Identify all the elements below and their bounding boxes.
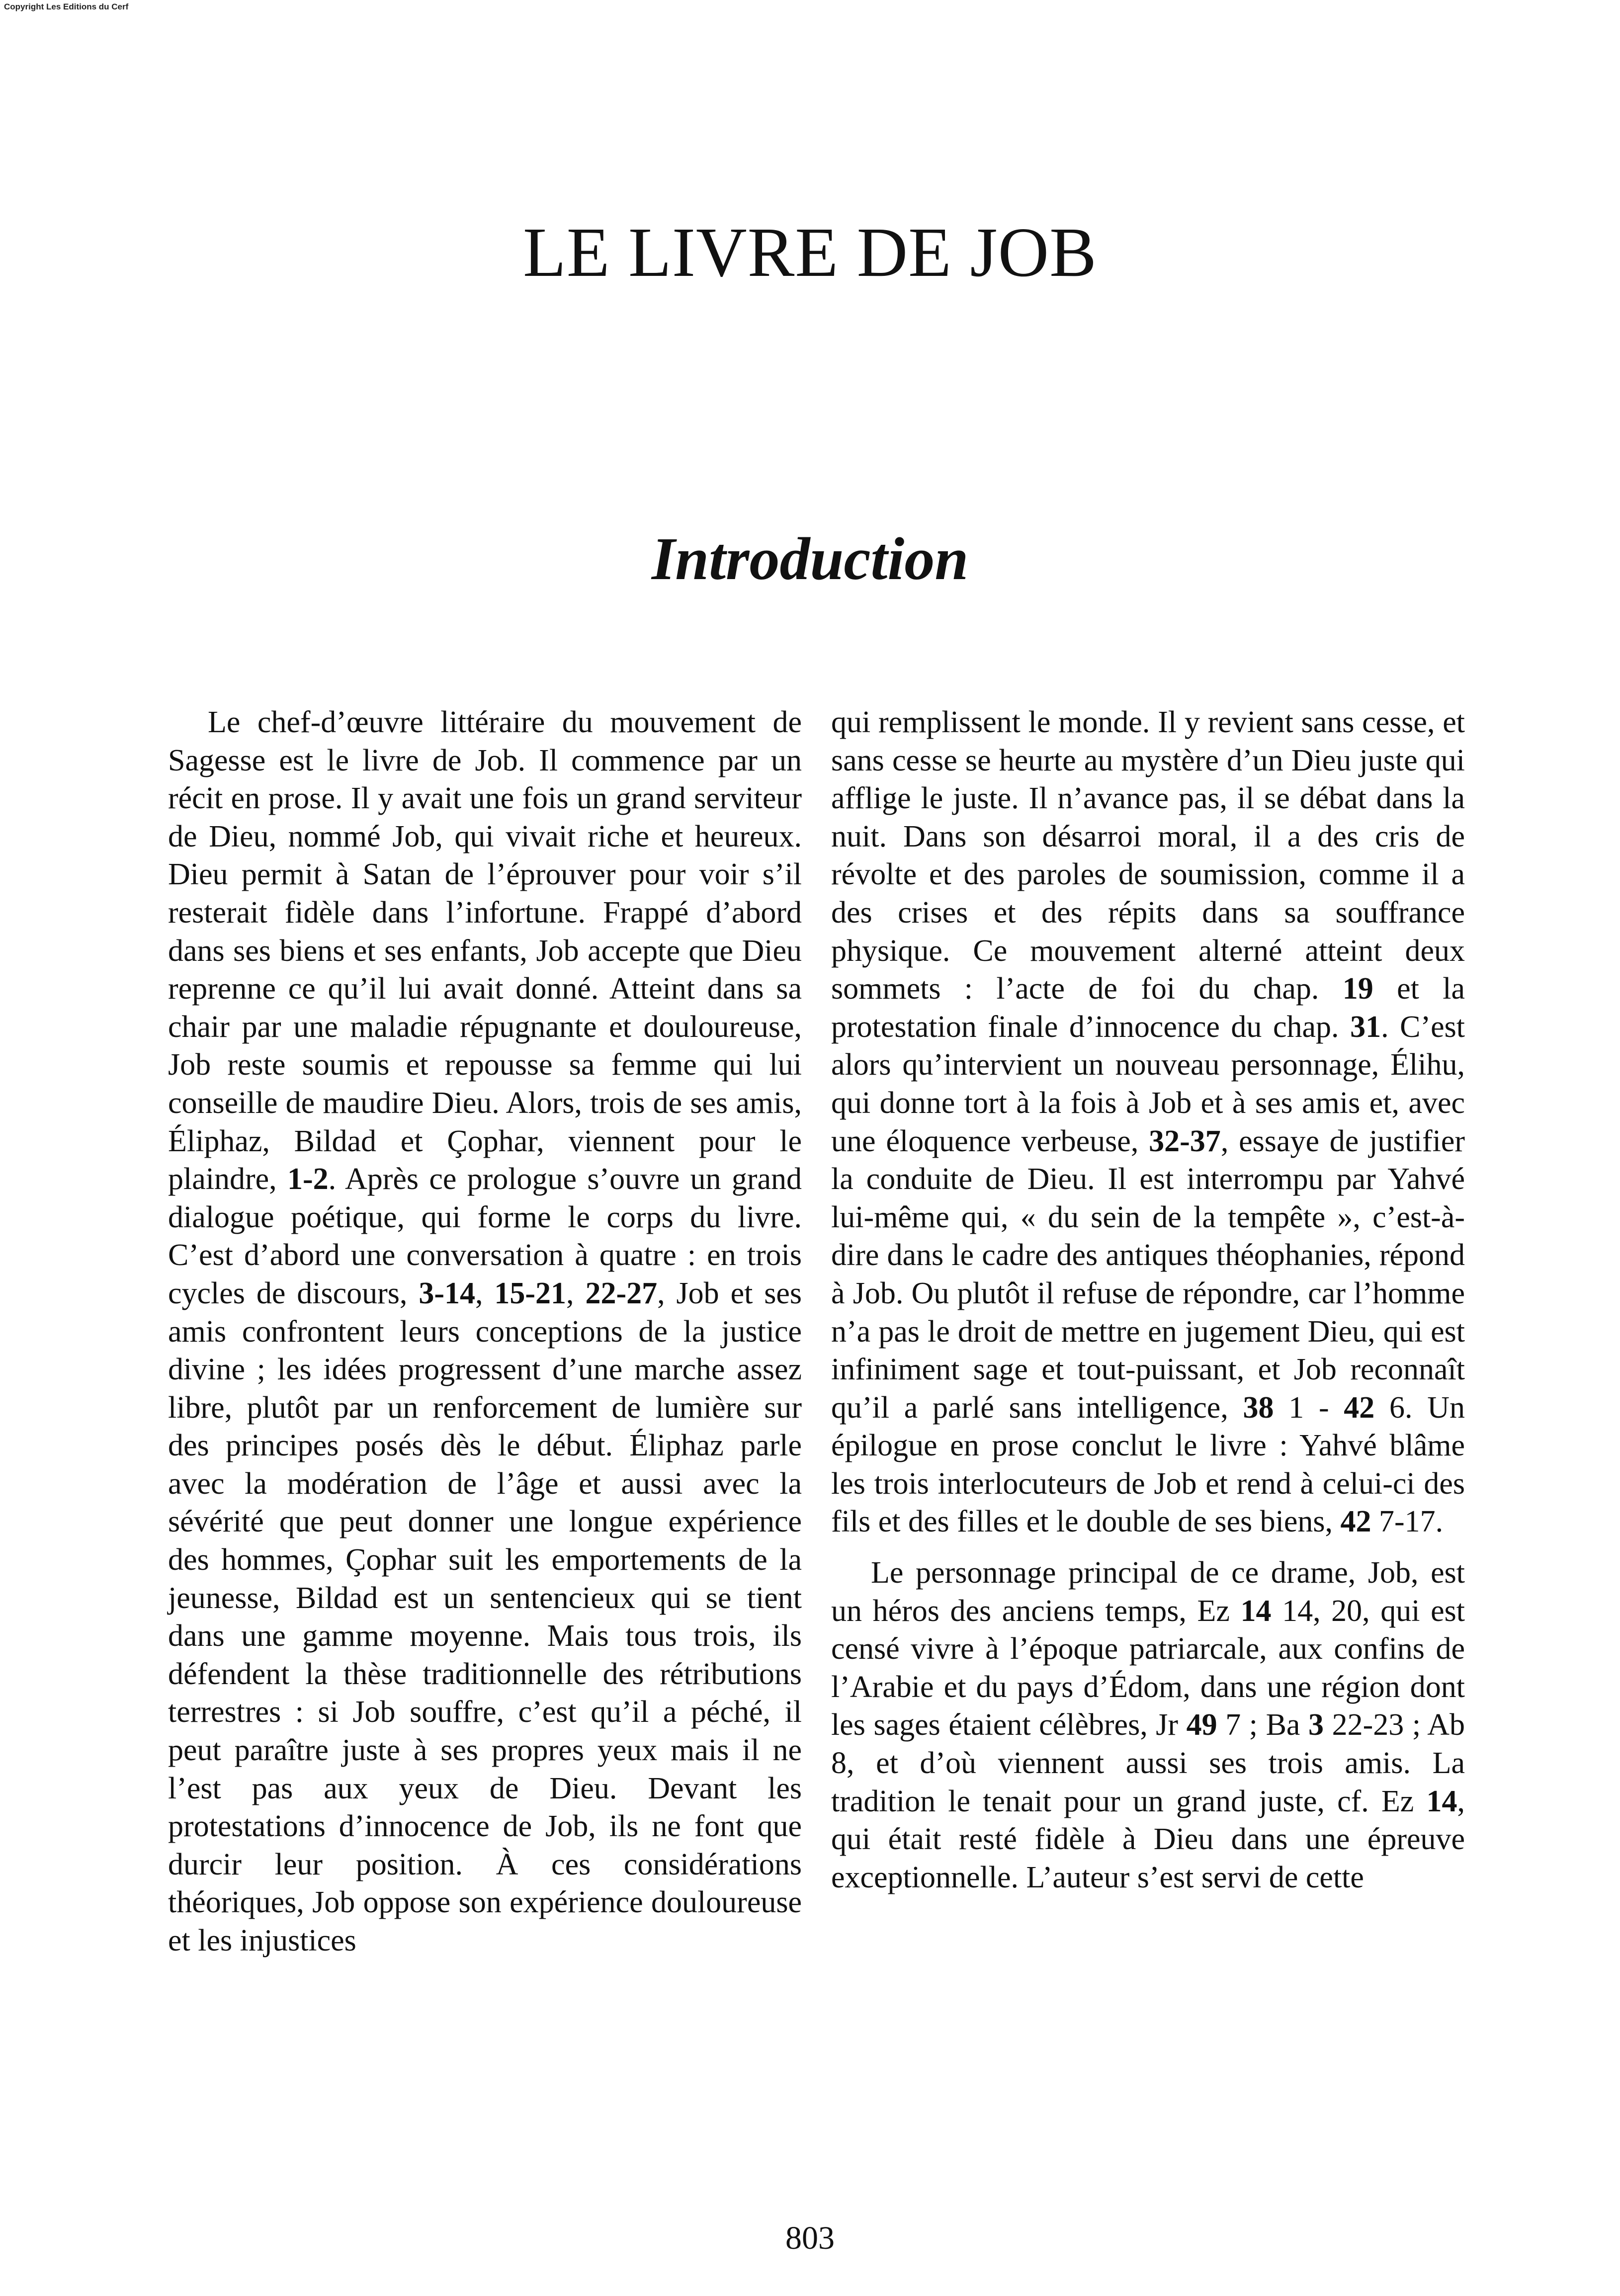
paragraph-continued (831, 703, 1465, 1541)
paragraph (831, 1554, 1465, 1896)
text-run: qui remplissent le monde. Il y revient sans cesse, et sans cesse se heurte au mystère d’un Dieu juste qui afflige le juste. Il n’avance pas, il se débat dans la nuit. Dans son désarroi moral, il a des cris de révolte et des paroles de soumission, comme il a des crises et des répits dans sa souffrance physique. Ce mouvement alterné atteint deux sommets : l’acte de foi du chap. (831, 705, 1465, 1006)
paragraph (168, 703, 802, 1960)
text-run: 7 ; Ba (1217, 1708, 1309, 1742)
text-run: et la protestation finale d’innocence du chap. (831, 972, 1465, 1044)
text-run: . Après ce prologue s’ouvre un grand dialogue poétique, qui forme le corps du livre. C’est d’abord une conversation à quatre : en trois cycles de discours, (168, 1162, 802, 1310)
chapter-reference: 22-27 (585, 1276, 658, 1310)
chapter-reference: 49 (1186, 1708, 1217, 1742)
text-run: 14, 20, qui est censé vivre à l’époque patriarcale, aux confins de l’Arabie et du pays d’Édom, dans une région dont les sages étaient célèbres, Jr (831, 1594, 1465, 1742)
text-run: 6. Un épilogue en prose conclut le livre : Yahvé blâme les trois interlocuteurs de Job et rend à celui-ci des fils et des filles et le double de ses biens, (831, 1390, 1465, 1539)
chapter-reference: 42 (1340, 1505, 1371, 1539)
text-run: 22-23 ; Ab 8, et d’où viennent aussi ses trois amis. La tradition le tenait pour un grand juste, cf. Ez (831, 1708, 1465, 1818)
copyright-notice: Copyright Les Editions du Cerf (4, 2, 129, 11)
chapter-reference: 31 (1350, 1010, 1381, 1044)
chapter-reference: 1-2 (287, 1162, 329, 1196)
chapter-reference: 42 (1344, 1390, 1375, 1425)
chapter-reference: 3-14 (419, 1276, 475, 1310)
text-run: Le chef-d’œuvre littéraire du mouvement de Sagesse est le livre de Job. Il commence par un récit en prose. Il y avait une fois un grand serviteur de Dieu, nommé Job, qui vivait riche et heureux. Dieu permit à Satan de l’éprouver pour voir s’il resterait fidèle dans l’infortune. Frappé d’abord dans ses biens et ses enfants, Job accepte que Dieu reprenne ce qu’il lui avait donné. Atteint dans sa chair par une maladie répugnante et douloureuse, Job reste soumis et repousse sa femme qui lui conseille de maudire Dieu. Alors, trois de ses amis, Éliphaz, Bildad et Çophar, viennent pour le plaindre, (168, 705, 802, 1196)
right-text-column (831, 703, 1465, 1896)
text-run: , Job et ses amis confrontent leurs conceptions de la justice divine ; les idées progressent d’une marche assez libre, plutôt par un renforcement de lumière sur des principes posés dès le début. Éliphaz parle avec la modération de l’âge et aussi avec la sévérité que peut donner une longue expérience des hommes, Çophar suit les emportements de la jeunesse, Bildad est un sentencieux qui se tient dans une gamme moyenne. Mais tous trois, ils défendent la thèse traditionnelle des rétributions terrestres : si Job souffre, c’est qu’il a péché, il peut paraître juste à ses propres yeux mais il ne l’est pas aux yeux de Dieu. Devant les protestations d’innocence de Job, ils ne font que durcir leur position. À ces considérations théoriques, Job oppose son expérience douloureuse et les injustices (168, 1276, 802, 1957)
page-number: 803 (785, 2220, 835, 2256)
text-run: 7-17. (1371, 1505, 1444, 1539)
chapter-reference: 3 (1308, 1708, 1324, 1742)
chapter-reference: 14 (1240, 1594, 1272, 1628)
text-run: , qui était resté fidèle à Dieu dans une épreuve exceptionnelle. L’auteur s’est servi de cette (831, 1784, 1465, 1894)
text-run: Le personnage principal de ce drame, Job, est un héros des anciens temps, Ez (831, 1556, 1465, 1628)
chapter-reference: 14 (1426, 1784, 1457, 1818)
chapter-reference: 19 (1342, 972, 1373, 1006)
section-heading: Introduction (651, 525, 969, 593)
text-run: . C’est alors qu’intervient un nouveau personnage, Élihu, qui donne tort à la fois à Job et à ses amis et, avec une éloquence verbeuse, (831, 1010, 1465, 1158)
book-title: LE LIVRE DE JOB (523, 213, 1097, 291)
chapter-reference: 38 (1243, 1390, 1274, 1425)
left-text-column (168, 703, 802, 1960)
text-run: , essaye de justifier la conduite de Dieu. Il est interrompu par Yahvé lui-même qui, « du sein de la tempête », c’est-à-dire dans le cadre des antiques théophanies, répond à Job. Ou plutôt il refuse de répondre, car l’homme n’a pas le droit de mettre en jugement Dieu, qui est infiniment sage et tout-puissant, et Job reconnaît qu’il a parlé sans intelligence, (831, 1124, 1465, 1425)
chapter-reference: 32-37 (1149, 1124, 1221, 1158)
text-run: , (566, 1276, 586, 1310)
text-run: 1 - (1274, 1390, 1344, 1425)
text-run: , (475, 1276, 495, 1310)
chapter-reference: 15-21 (494, 1276, 567, 1310)
